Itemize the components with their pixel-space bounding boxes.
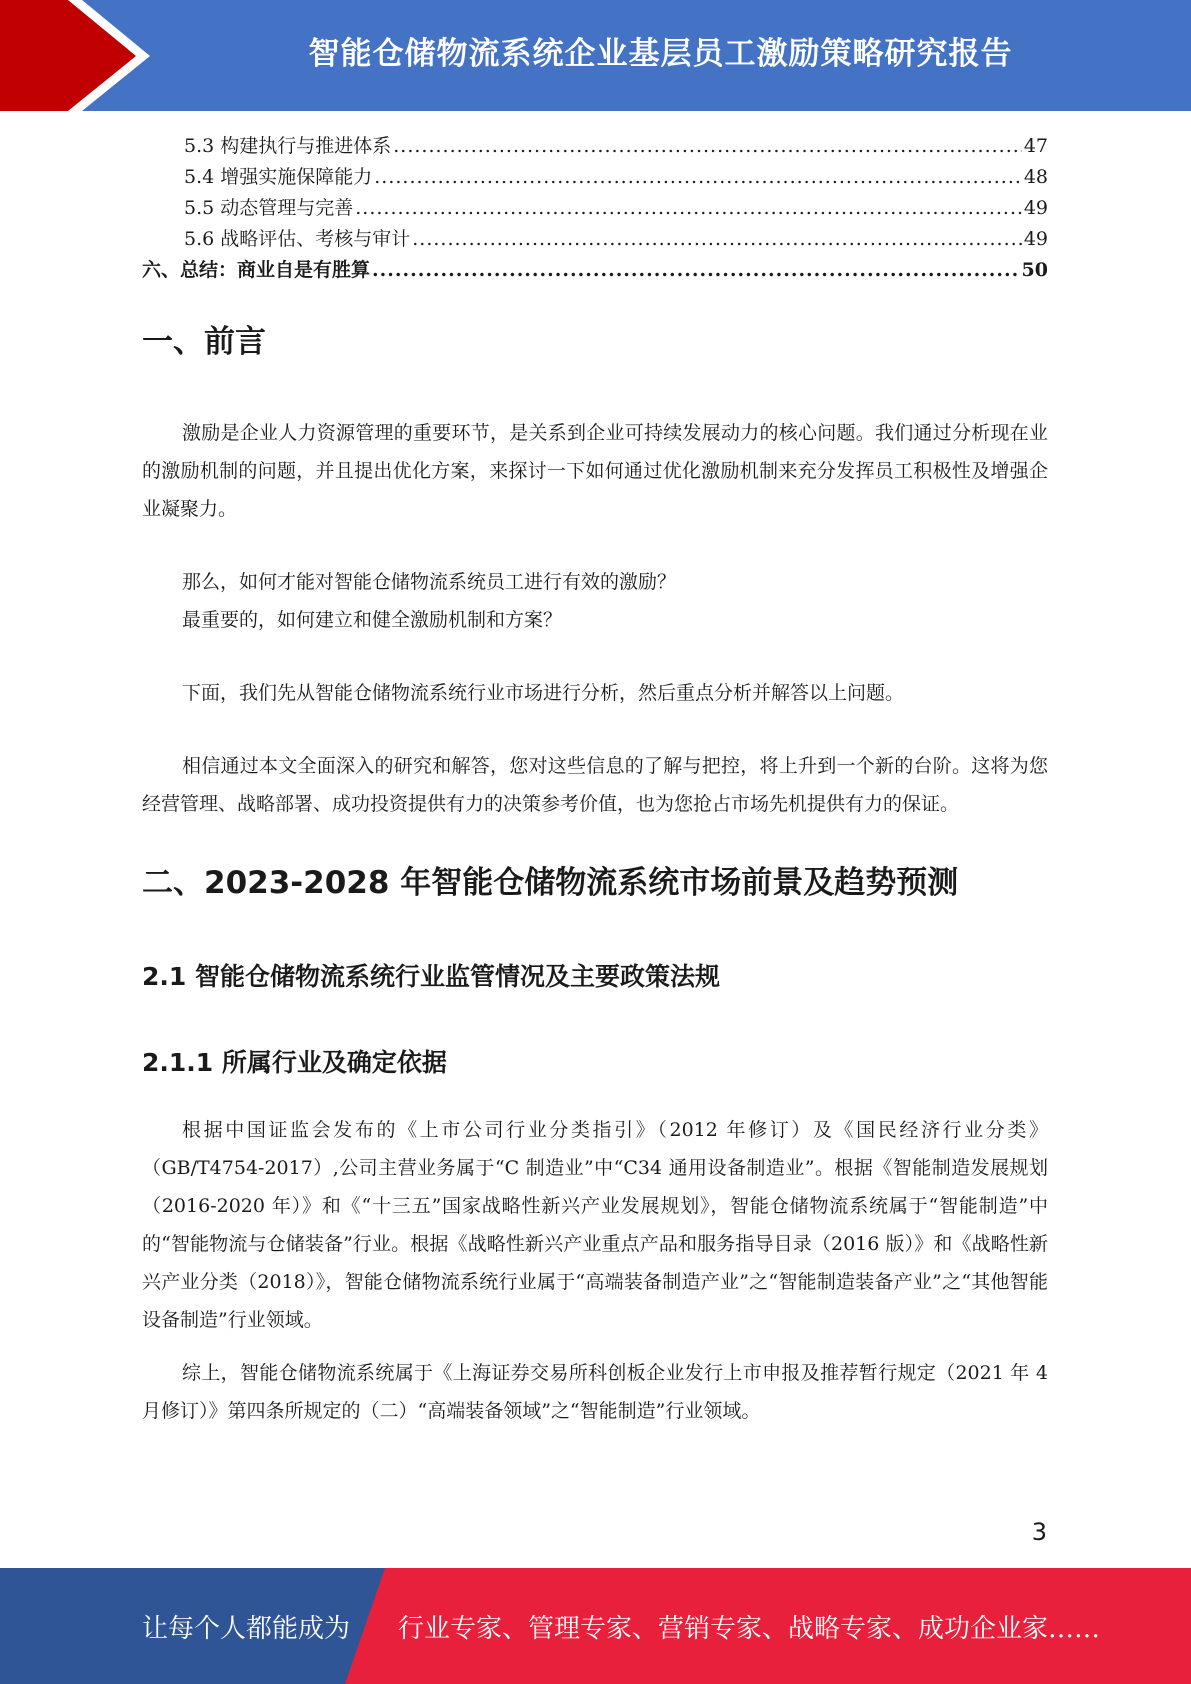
toc-entry-page: 47 (1023, 135, 1048, 157)
toc-entry[interactable] (142, 224, 1048, 255)
section-heading-market-outlook: 二、2023-2028 年智能仓储物流系统市场前景及趋势预测 (142, 865, 959, 901)
toc-entry-page: 49 (1023, 197, 1048, 219)
toc-leader-dots (355, 193, 1022, 224)
toc-leader-dots (393, 131, 1022, 162)
toc-leader-dots (412, 224, 1022, 255)
paragraph: 相信通过本文全面深入的研究和解答，您对这些信息的了解与把控，将上升到一个新的台阶。这将为您经营管理、战略部署、成功投资提供有力的决策参考价值，也为您抢占市场先机提供有力的保证。 (142, 755, 1048, 815)
toc-entry[interactable] (142, 162, 1048, 193)
page-footer (0, 1568, 1191, 1684)
toc-leader-dots (374, 162, 1022, 193)
paragraph: 下面，我们先从智能仓储物流系统行业市场进行分析，然后重点分析并解答以上问题。 (182, 682, 905, 704)
toc-entry-label: 六、总结：商业自是有胜算 (142, 259, 371, 281)
toc-entry-chapter[interactable] (142, 255, 1048, 286)
footer-slogan-left: 让每个人都能成为 (142, 1613, 351, 1644)
subsection-heading: 2.1 智能仓储物流系统行业监管情况及主要政策法规 (142, 962, 720, 991)
toc-leader-dots (372, 255, 1020, 286)
footer-slogan-right: 行业专家、管理专家、营销专家、战略专家、成功企业家…… (398, 1613, 1101, 1644)
page-number: 3 (1031, 1518, 1047, 1546)
report-title: 智能仓储物流系统企业基层员工激励策略研究报告 (308, 35, 1013, 72)
document-body (142, 320, 1048, 1430)
toc-entry[interactable] (142, 193, 1048, 224)
toc-entry-page: 49 (1023, 228, 1048, 250)
question-line: 那么，如何才能对智能仓储物流系统员工进行有效的激励？ (182, 571, 677, 593)
toc-entry-label: 5.4 增强实施保障能力 (184, 166, 373, 188)
toc-entry-page: 48 (1023, 166, 1048, 188)
toc-entry-label: 5.3 构建执行与推进体系 (184, 135, 392, 157)
paragraph: 根据中国证监会发布的《上市公司行业分类指引》（2012 年修订）及《国民经济行业分类》（GB/T4754-2017）,公司主营业务属于“C 制造业”中“C34 通用设备制造业”。根据《智能制造发展规划（2016-2020 年）》和《“十三五”国家战略性新兴产业发展规划》，智能仓储物流系统属于“智能制造”中的“智能物流与仓储装备”行业。根据《战略性新兴产业重点产品和服务指导目录（2016 版）》和《战略性新兴产业分类（2018）》，智能仓储物流系统行业属于“高端装备制造产业”之“智能制造装备产业”之“其他智能设备制造”行业领域。 (142, 1119, 1048, 1331)
table-of-contents (142, 131, 1048, 286)
toc-entry-page: 50 (1021, 259, 1048, 281)
toc-entry[interactable] (142, 131, 1048, 162)
toc-entry-label: 5.5 动态管理与完善 (184, 197, 354, 219)
page-header (0, 0, 1191, 111)
paragraph: 激励是企业人力资源管理的重要环节，是关系到企业可持续发展动力的核心问题。我们通过分析现在业的激励机制的问题，并且提出优化方案，来探讨一下如何通过优化激励机制来充分发挥员工积极性及增强企业凝聚力。 (142, 422, 1048, 520)
toc-entry-label: 5.6 战略评估、考核与审计 (184, 228, 411, 250)
subsubsection-heading: 2.1.1 所属行业及确定依据 (142, 1048, 447, 1077)
question-line: 最重要的，如何建立和健全激励机制和方案？ (182, 609, 563, 631)
paragraph: 综上，智能仓储物流系统属于《上海证券交易所科创板企业发行上市申报及推荐暂行规定（2021 年 4 月修订）》第四条所规定的（二）“高端装备领域”之“智能制造”行业领域。 (142, 1362, 1048, 1422)
section-heading-preface: 一、前言 (142, 324, 266, 360)
